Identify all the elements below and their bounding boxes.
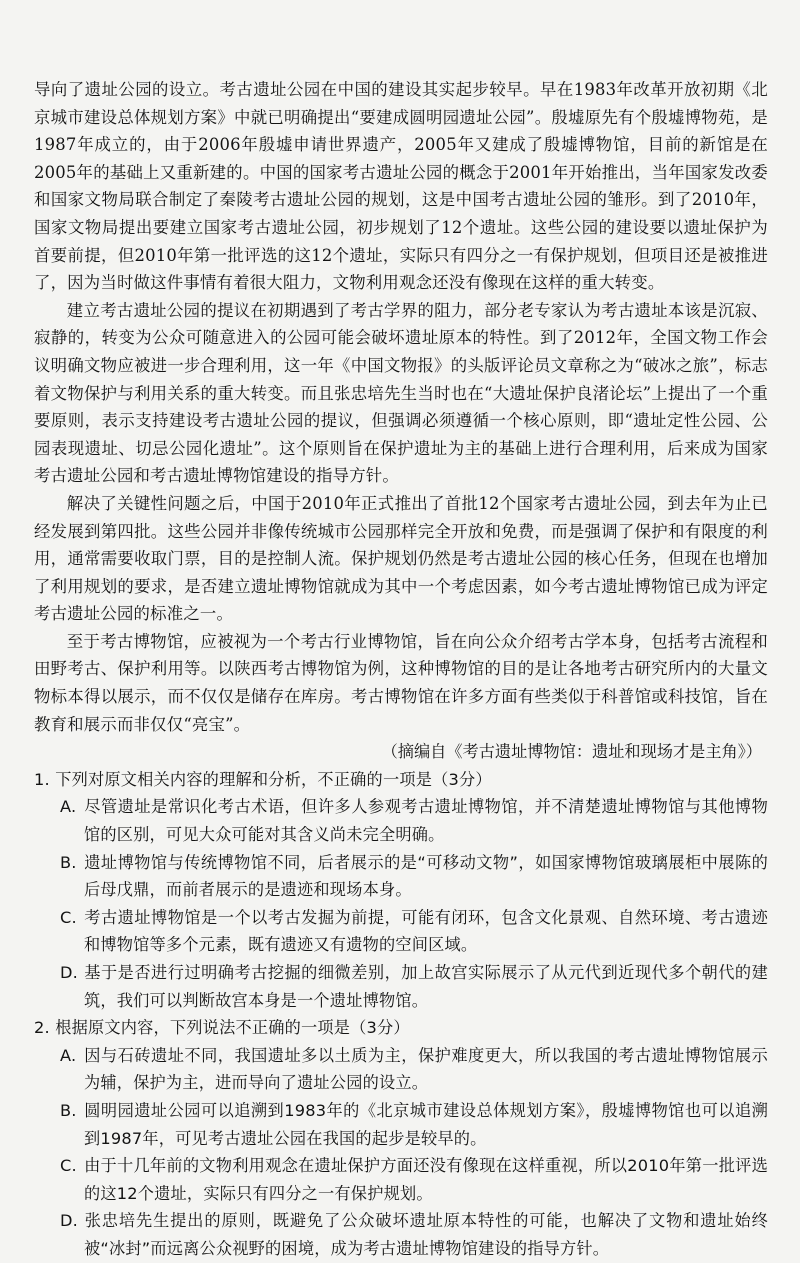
question-2 — [34, 1014, 768, 1262]
option-text: 张忠培先生提出的原则，既避免了公众破坏遗址原本特性的可能，也解决了文物和遗址始终被“冰封”而远离公众视野的困境，成为考古遗址博物馆建设的指导方针。 — [84, 1211, 768, 1258]
option-letter: C. — [60, 1156, 77, 1176]
passage-paragraph-2: 建立考古遗址公园的提议在初期遇到了考古学界的阻力，部分老专家认为考古遗址本该是沉寂、寂静的，转变为公众可随意进入的公园可能会破坏遗址原本的特性。到了2012年，全国文物工作会议明确文物应被进一步合理利用，这一年《中国文物报》的头版评论员文章称之为“破冰之旅”，标志着文物保护与利用关系的重大转变。而且张忠培先生当时也在“大遗址保护良渚论坛”上提出了一个重要原则，表示支持建设考古遗址公园的提议，但强调必须遵循一个核心原则，即“遗址定性公园、公园表现遗址、切忌公园化遗址”。这个原则旨在保护遗址为主的基础上进行合理利用，后来成为国家考古遗址公园和考古遗址博物馆建设的指导方针。 — [34, 300, 768, 486]
option-text: 基于是否进行过明确考古挖掘的细微差别，加上故宫实际展示了从元代到近现代多个朝代的建筑，我们可以判断故宫本身是一个遗址博物馆。 — [84, 963, 768, 1010]
option-d[interactable] — [34, 1207, 768, 1262]
option-d[interactable] — [34, 959, 768, 1014]
passage-paragraph-4: 至于考古博物馆，应被视为一个考古行业博物馆，旨在向公众介绍考古学本身，包括考古流程和田野考古、保护利用等。以陕西考古博物馆为例，这种博物馆的目的是让各地考古研究所内的大量文物标本得以展示，而不仅仅是储存在库房。考古博物馆在许多方面有些类似于科普馆或科技馆，旨在教育和展示而非仅仅“亮宝”。 — [34, 631, 768, 734]
option-letter: A. — [60, 1045, 77, 1065]
option-letter: C. — [60, 907, 77, 927]
question-stem: 1. 下列对原文相关内容的理解和分析，不正确的一项是（3分） — [34, 769, 492, 789]
option-text: 尽管遗址是常识化考古术语，但许多人参观考古遗址博物馆，并不清楚遗址博物馆与其他博物馆的区别，可见大众可能对其含义尚未完全明确。 — [84, 797, 768, 845]
option-text: 考古遗址博物馆是一个以考古发掘为前提，可能有闭环，包含文化景观、自然环境、考古遗迹和博物馆等多个元素，既有遗迹又有遗物的空间区域。 — [84, 907, 768, 955]
option-a[interactable] — [34, 1042, 768, 1097]
passage-source: （摘编自《考古遗址博物馆：遗址和现场才是主角》） — [381, 742, 762, 762]
option-c[interactable] — [34, 1152, 768, 1207]
option-text: 遗址博物馆与传统博物馆不同，后者展示的是“可移动文物”，如国家博物馆玻璃展柜中展陈的后母戊鼎，而前者展示的是遗迹和现场本身。 — [84, 852, 768, 900]
option-b[interactable] — [34, 849, 768, 904]
option-letter: D. — [60, 1211, 79, 1231]
passage-paragraph-3: 解决了关键性问题之后，中国于2010年正式推出了首批12个国家考古遗址公园，到去年为止已经发展到第四批。这些公园并非像传统城市公园那样完全开放和免费，而是强调了保护和有限度的利用，通常需要收取门票，目的是控制人流。保护规划仍然是考古遗址公园的核心任务，但现在也增加了利用规划的要求，是否建立遗址博物馆就成为其中一个考虑因素，如今考古遗址博物馆已成为评定考古遗址公园的标准之一。 — [34, 493, 768, 624]
question-stem: 2. 根据原文内容，下列说法不正确的一项是（3分） — [34, 1018, 410, 1038]
option-letter: A. — [60, 797, 77, 817]
option-text: 因与石砖遗址不同，我国遗址多以土质为主，保护难度更大，所以我国的考古遗址博物馆展示为辅，保护为主，进而导向了遗址公园的设立。 — [84, 1045, 768, 1093]
option-b[interactable] — [34, 1097, 768, 1152]
option-c[interactable] — [34, 904, 768, 959]
reading-passage — [34, 76, 768, 766]
option-letter: D. — [60, 963, 79, 982]
option-text: 圆明园遗址公园可以追溯到1983年的《北京城市建设总体规划方案》，殷墟博物馆也可以追溯到1987年，可见考古遗址公园在我国的起步是较早的。 — [84, 1100, 768, 1148]
option-text: 由于十几年前的文物利用观念在遗址保护方面还没有像现在这样重视，所以2010年第一批评选的这12个遗址，实际只有四分之一有保护规划。 — [84, 1156, 768, 1203]
option-a[interactable] — [34, 793, 768, 848]
option-letter: B. — [60, 852, 77, 872]
question-1 — [34, 766, 768, 1014]
option-letter: B. — [60, 1100, 77, 1120]
passage-paragraph-1: 导向了遗址公园的设立。考古遗址公园在中国的建设其实起步较早。早在1983年改革开放初期《北京城市建设总体规划方案》中就已明确提出“要建成圆明园遗址公园”。殷墟原先有个殷墟博物苑，是1987年成立的，由于2006年殷墟申请世界遗产，2005年又建成了殷墟博物馆，目前的新馆是在2005年的基础上又重新建的。中国的国家考古遗址公园的概念于2001年开始推出，当年国家发改委和国家文物局联合制定了秦陵考古遗址公园的规划，这是中国考古遗址公园的雏形。到了2010年，国家文物局提出要建立国家考古遗址公园，初步规划了12个遗址。这些公园的建设要以遗址保护为首要前提，但2010年第一批评选的这12个遗址，实际只有四分之一有保护规划，但项目还是被推进了，因为当时做这件事情有着很大阻力，文物利用观念还没有像现在这样的重大转变。 — [34, 80, 768, 293]
